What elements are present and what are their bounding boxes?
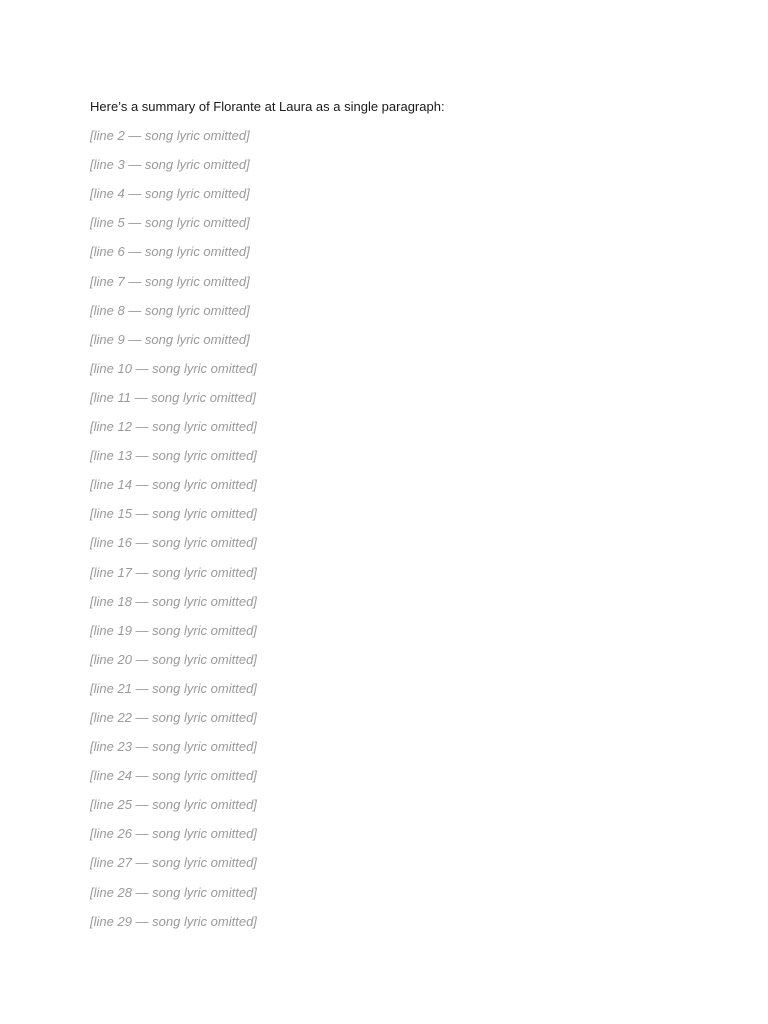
document-line: [line 27 — song lyric omitted] xyxy=(90,855,257,871)
document-line: [line 3 — song lyric omitted] xyxy=(90,157,250,173)
document-line: [line 25 — song lyric omitted] xyxy=(90,797,257,813)
document-line: [line 2 — song lyric omitted] xyxy=(90,128,250,144)
document-line: [line 12 — song lyric omitted] xyxy=(90,419,257,435)
document-line: [line 22 — song lyric omitted] xyxy=(90,709,257,725)
document-line: [line 9 — song lyric omitted] xyxy=(90,331,250,347)
document-line: [line 8 — song lyric omitted] xyxy=(90,302,250,318)
document-line: [line 20 — song lyric omitted] xyxy=(90,651,257,667)
document-line: [line 17 — song lyric omitted] xyxy=(90,564,257,580)
document-line: [line 5 — song lyric omitted] xyxy=(90,215,250,231)
document-line: [line 16 — song lyric omitted] xyxy=(90,535,257,551)
document-line: [line 29 — song lyric omitted] xyxy=(90,913,257,929)
document-line: [line 10 — song lyric omitted] xyxy=(90,360,257,376)
document-line: [line 15 — song lyric omitted] xyxy=(90,506,257,522)
document-body xyxy=(90,92,690,936)
document-line: [line 13 — song lyric omitted] xyxy=(90,448,257,464)
document-line: [line 24 — song lyric omitted] xyxy=(90,768,257,784)
document-line: [line 6 — song lyric omitted] xyxy=(90,244,250,260)
document-line: [line 23 — song lyric omitted] xyxy=(90,739,257,755)
document-line: [line 28 — song lyric omitted] xyxy=(90,884,257,900)
document-line: [line 26 — song lyric omitted] xyxy=(90,826,257,842)
document-line: [line 19 — song lyric omitted] xyxy=(90,622,257,638)
document-line: [line 11 — song lyric omitted] xyxy=(90,389,256,405)
document-line: [line 21 — song lyric omitted] xyxy=(90,680,257,696)
document-line: [line 14 — song lyric omitted] xyxy=(90,477,257,493)
document-line: [line 4 — song lyric omitted] xyxy=(90,186,250,202)
document-line: [line 18 — song lyric omitted] xyxy=(90,593,257,609)
document-line: [line 7 — song lyric omitted] xyxy=(90,273,250,289)
document-intro-line: Here’s a summary of Florante at Laura as a single paragraph: xyxy=(90,99,445,114)
